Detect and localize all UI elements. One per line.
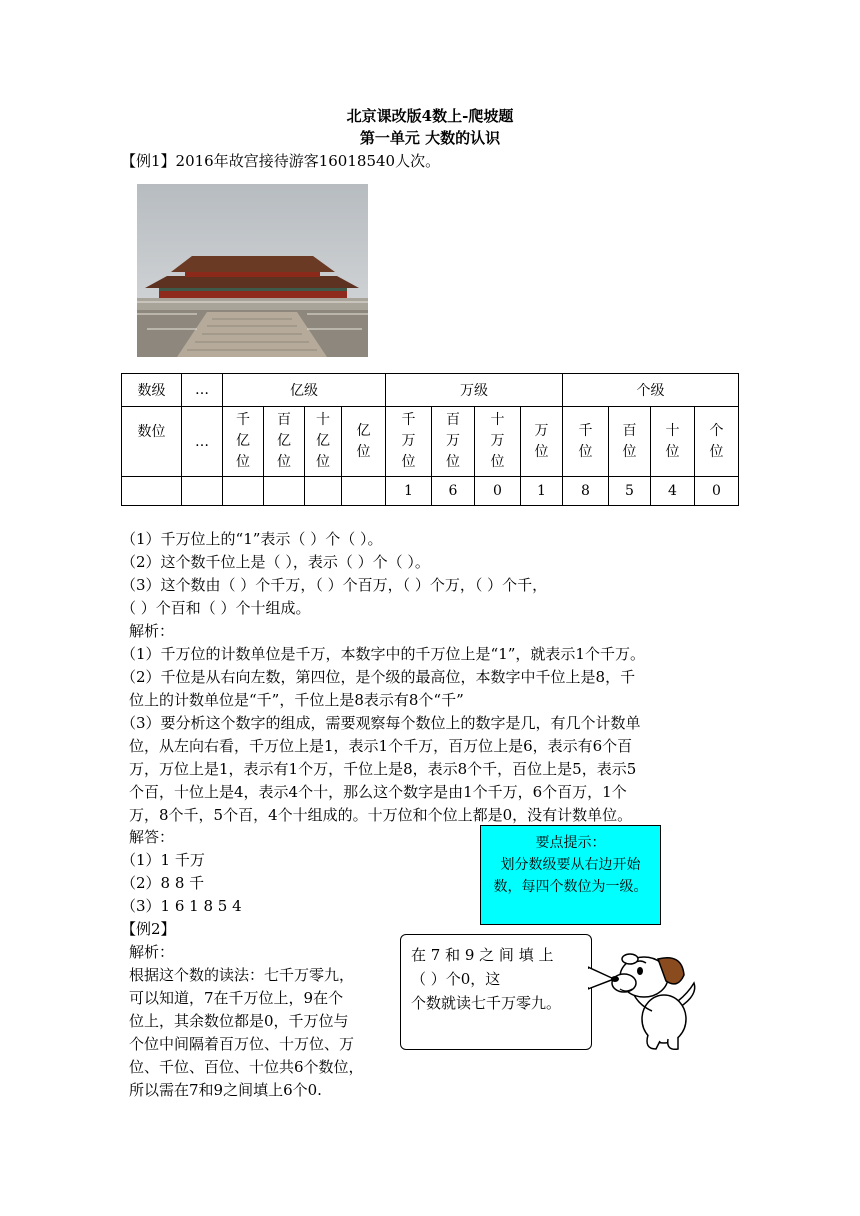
table-cell: 亿级 (223, 374, 386, 407)
analysis2-line: 所以需在7和9之间填上6个0. (129, 1081, 322, 1099)
table-row (122, 374, 739, 407)
table-cell (342, 407, 386, 477)
analysis-line: 位上的计数单位是“千”，千位上是8表示有8个“千” (129, 691, 464, 709)
place-label: 百 亿 位 (277, 412, 291, 470)
table-cell (223, 407, 264, 477)
bubble-line: 个数就读七千万零九。 (411, 994, 562, 1012)
table-cell (695, 407, 739, 477)
bubble-line: 在 7 和 9 之 间 填 上 (411, 946, 554, 964)
place-label: 千 位 (578, 422, 593, 460)
answer-line: （2）8 8 千 (121, 874, 205, 892)
answer-label: 解答： (129, 828, 175, 846)
analysis2-line: 位、千位、百位、十位共6个数位， (129, 1058, 364, 1076)
table-cell: … (182, 374, 223, 407)
analysis2-line: 位上，其余数位都是0，千万位与 (129, 1012, 349, 1030)
example2-label: 【例2】 (121, 920, 176, 938)
table-cell: 数级 (122, 374, 182, 407)
example1-label: 【例1】 (121, 152, 176, 170)
table-cell (182, 477, 223, 506)
tip-line: 数，每四个数位为一级。 (493, 879, 648, 895)
analysis2-label: 解析： (129, 943, 175, 961)
table-cell: 0 (695, 477, 739, 506)
table-cell: 0 (475, 477, 521, 506)
cartoon-dog-icon (608, 945, 704, 1055)
analysis2-line: 根据这个数的读法：七千万零九， (129, 966, 355, 984)
table-cell (651, 407, 695, 477)
place-label: 十 万 位 (490, 412, 505, 470)
place-label: 十 位 (665, 422, 680, 460)
place-value-table (121, 373, 739, 506)
table-cell (264, 477, 305, 506)
place-label: 万 位 (534, 422, 549, 460)
table-cell: 万级 (386, 374, 563, 407)
table-cell (223, 477, 264, 506)
analysis-label: 解析： (129, 622, 175, 640)
example1-text: 2016年故宫接待游客16018540人次。 (175, 152, 441, 170)
table-row (122, 477, 739, 506)
table-cell (609, 407, 651, 477)
answer-line: （3）1 6 1 8 5 4 (121, 897, 242, 915)
table-cell (305, 477, 342, 506)
page-title: 北京课改版4数上-爬坡题 (346, 107, 514, 125)
table-cell: 1 (386, 477, 432, 506)
analysis2-line: 个位中间隔着百万位、十万位、万 (129, 1035, 355, 1053)
place-label: 百 万 位 (446, 412, 460, 470)
answer-line: （1）1 千万 (121, 851, 205, 869)
analysis-line: （1）千万位的计数单位是千万，本数字中的千万位上是“1”，就表示1个千万。 (121, 645, 645, 663)
table-cell: 数位 (122, 407, 182, 477)
table-cell: 5 (609, 477, 651, 506)
tip-box (480, 825, 661, 925)
analysis-line: 万，8个千，5个百，4个十组成的。十万位和个位上都是0，没有计数单位。 (129, 806, 633, 824)
question-2: （2）这个数千位上是（ ），表示（ ）个（ ）。 (121, 553, 430, 571)
place-label: 千 亿 位 (236, 412, 250, 470)
tip-title: 要点提示： (535, 835, 606, 851)
forbidden-city-photo (137, 184, 368, 357)
speech-bubble (400, 934, 592, 1050)
question-3: （3）这个数由（ ）个千万，（ ）个百万，（ ）个万，（ ）个千， (121, 576, 548, 594)
place-label: 百 位 (622, 422, 637, 460)
analysis-line: 个百，十位上是4，表示4个十，那么这个数字是由1个千万，6个百万，1个 (129, 783, 627, 801)
table-cell (563, 407, 609, 477)
table-cell: 个级 (563, 374, 739, 407)
place-label: 个 位 (709, 422, 724, 460)
place-label: 十 亿 位 (316, 412, 330, 470)
example1-line (121, 150, 440, 172)
analysis-line: （3）要分析这个数字的组成，需要观察每个数位上的数字是几，有几个计数单 (121, 714, 641, 732)
unit-title: 第一单元 大数的认识 (359, 129, 501, 147)
table-cell (305, 407, 342, 477)
table-cell (342, 477, 386, 506)
question-3-cont: （ ）个百和（ ）个十组成。 (121, 599, 311, 617)
table-cell (432, 407, 475, 477)
question-1: （1）千万位上的“1”表示（ ）个（ ）。 (121, 530, 383, 548)
table-cell (521, 407, 563, 477)
analysis2-line: 可以知道，7在千万位上，9在个 (129, 989, 344, 1007)
table-cell: 8 (563, 477, 609, 506)
table-cell: … (182, 407, 223, 477)
table-cell (475, 407, 521, 477)
analysis-line: （2）千位是从右向左数，第四位，是个级的最高位，本数字中千位上是8，千 (121, 668, 636, 686)
table-cell (386, 407, 432, 477)
analysis-line: 位，从左向右看，千万位上是1，表示1个千万，百万位上是6，表示有6个百 (129, 737, 633, 755)
table-cell: 4 (651, 477, 695, 506)
tip-line: 划分数级要从右边开始 (500, 857, 641, 873)
table-row (122, 407, 739, 477)
table-cell: 1 (521, 477, 563, 506)
analysis-line: 万，万位上是1，表示有1个万，千位上是8，表示8个千，百位上是5，表示5 (129, 760, 637, 778)
place-label: 千 万 位 (401, 412, 416, 470)
table-cell (122, 477, 182, 506)
table-cell: 6 (432, 477, 475, 506)
table-cell (264, 407, 305, 477)
place-label: 亿 位 (356, 422, 371, 460)
bubble-line: （ ）个0，这 (411, 970, 501, 988)
